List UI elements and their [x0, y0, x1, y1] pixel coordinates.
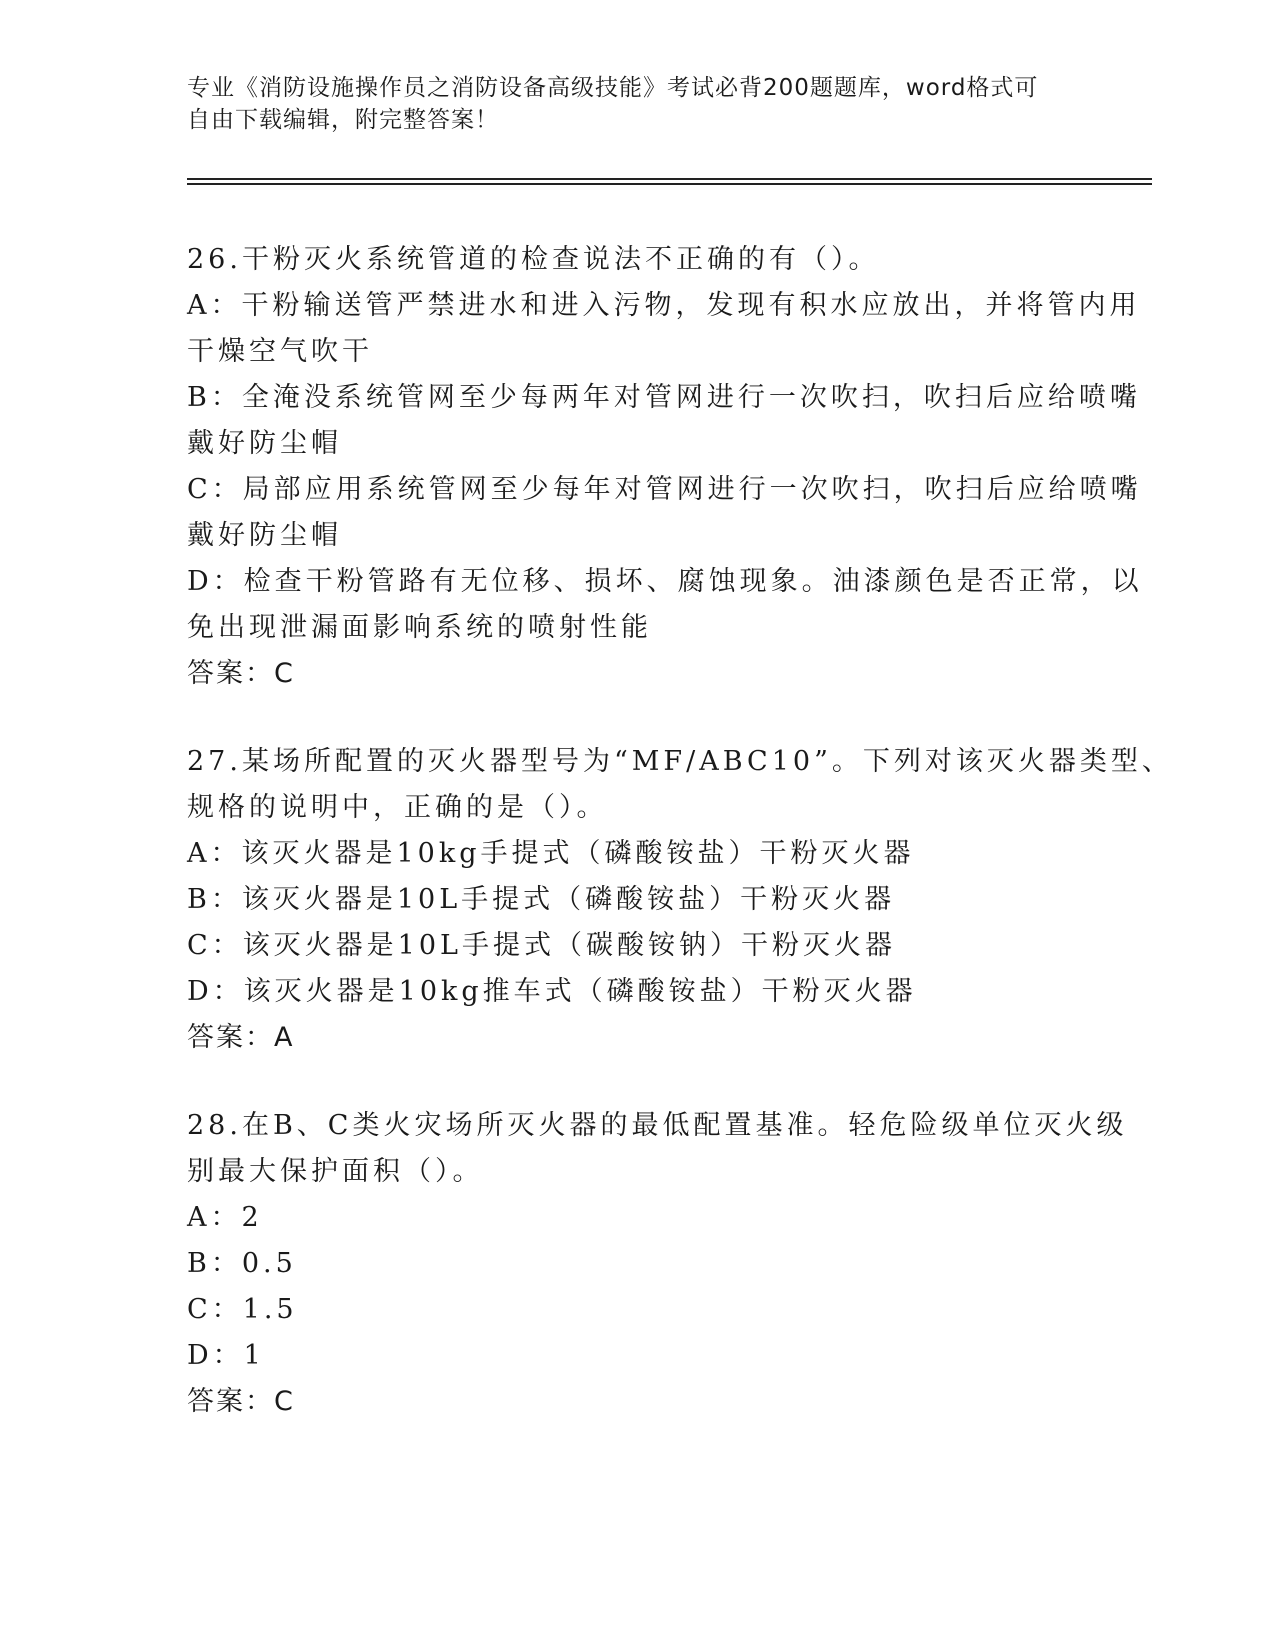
answer-text: 答案：C — [187, 1386, 295, 1417]
option-a: A：2 — [187, 1202, 263, 1233]
question-stem: 27.某场所配置的灭火器型号为“MF/ABC10”。下列对该灭火器类型、 — [187, 746, 1173, 777]
option-c: C：局部应用系统管网至少每年对管网进行一次吹扫，吹扫后应给喷嘴 — [187, 474, 1142, 505]
option-b: B：全淹没系统管网至少每两年对管网进行一次吹扫，吹扫后应给喷嘴 — [187, 382, 1141, 413]
option-c-continued: 戴好防尘帽 — [187, 520, 342, 551]
question-stem-continued: 别最大保护面积（）。 — [187, 1156, 484, 1187]
answer-text: 答案：C — [187, 658, 295, 689]
question-27 — [187, 739, 1173, 1061]
question-28 — [187, 1103, 1128, 1425]
header-divider — [187, 183, 1152, 185]
option-a: A：该灭火器是10kg手提式（磷酸铵盐）干粉灭火器 — [187, 838, 915, 869]
option-c: C：1.5 — [187, 1294, 298, 1325]
header-divider — [187, 178, 1152, 180]
option-b: B：该灭火器是10L手提式（磷酸铵盐）干粉灭火器 — [187, 884, 896, 915]
header-line: 自由下载编辑，附完整答案！ — [187, 107, 499, 133]
option-d: D：该灭火器是10kg推车式（磷酸铵盐）干粉灭火器 — [187, 976, 917, 1007]
option-b: B：0.5 — [187, 1248, 297, 1279]
question-stem: 28.在B、C类火灾场所灭火器的最低配置基准。轻危险级单位灭火级 — [187, 1110, 1128, 1141]
option-d: D：检查干粉管路有无位移、损坏、腐蚀现象。油漆颜色是否正常，以 — [187, 566, 1143, 597]
header-line: 专业《消防设施操作员之消防设备高级技能》考试必背200题题库，word格式可 — [187, 75, 1039, 101]
option-d-continued: 免出现泄漏面影响系统的喷射性能 — [187, 612, 652, 643]
question-stem: 26.干粉灭火系统管道的检查说法不正确的有（）。 — [187, 244, 880, 275]
option-a: A：干粉输送管严禁进水和进入污物，发现有积水应放出，并将管内用 — [187, 290, 1141, 321]
question-list — [187, 237, 1173, 1467]
question-26 — [187, 237, 1143, 697]
question-stem-continued: 规格的说明中，正确的是（）。 — [187, 792, 608, 823]
option-b-continued: 戴好防尘帽 — [187, 428, 342, 459]
document-header — [187, 72, 1067, 136]
option-a-continued: 干燥空气吹干 — [187, 336, 373, 367]
option-c: C：该灭火器是10L手提式（碳酸铵钠）干粉灭火器 — [187, 930, 896, 961]
option-d: D：1 — [187, 1340, 265, 1371]
answer-text: 答案：A — [187, 1022, 295, 1053]
